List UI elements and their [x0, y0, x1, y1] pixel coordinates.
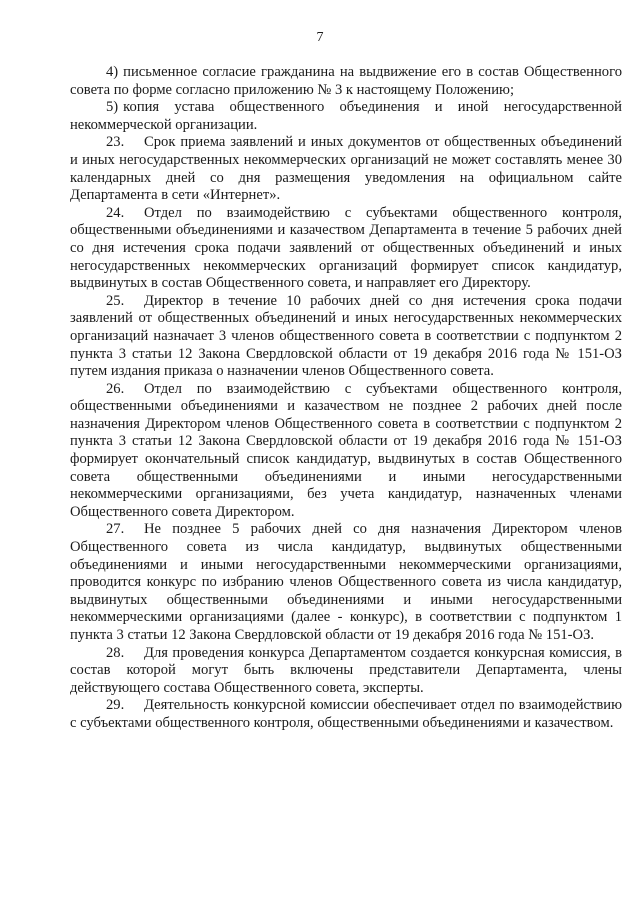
- list-item-5: [70, 99, 622, 134]
- section-number: 29.: [106, 697, 125, 714]
- section-text: Отдел по взаимодействию с субъектами общественного контроля, общественными объединениями и казачеством не позднее 2 рабочих дней после назначения Директором членов Общественного совета в соответствии с подпунктом 2 пункта 3 статьи 12 Закона Свердловской области от 19 декабря 2016 года № 151-ОЗ формирует окончательный список кандидатур, выдвинутых в состав Общественного совета общественными объединениями и иными негосударственными некоммерческими организациями, без учета кандидатур, назначенных членами Общественного совета Директором.: [70, 380, 622, 520]
- section-text: Деятельность конкурсной комиссии обеспечивает отдел по взаимодействию с субъектами общественного контроля, общественными объединениями и казачеством.: [70, 697, 622, 731]
- section-text: Для проведения конкурса Департаментом создается конкурсная комиссия, в состав которой могут быть включены представители Департамента, члены действующего состава Общественного совета, эксперты.: [70, 644, 622, 696]
- item-number: 5): [106, 99, 119, 116]
- section-27: [70, 521, 622, 644]
- section-text: Директор в течение 10 рабочих дней со дня истечения срока подачи заявлений от общественных объединений и иных негосударственных некоммерческих организаций назначает 3 членов общественного совета в соответствии с подпунктом 2 пункта 3 статьи 12 Закона Свердловской области от 19 декабря 2016 года № 151-ОЗ путем издания приказа о назначении членов Общественного совета.: [70, 292, 622, 380]
- page-number: 7: [316, 30, 324, 45]
- section-text: Не позднее 5 рабочих дней со дня назначения Директором членов Общественного совета из числа кандидатур, выдвинутых общественными объединениями и иными негосударственными некоммерческими организациями, проводится конкурс по избранию членов Общественного совета из числа кандидатур, выдвинутых общественными объединениями и иными негосударственными некоммерческими организациями (далее - конкурс), в соответствии с подпунктом 1 пункта 3 статьи 12 Закона Свердловской области от 19 декабря 2016 года № 151-ОЗ.: [70, 521, 622, 643]
- section-number: 24.: [106, 204, 125, 221]
- section-number: 28.: [106, 644, 125, 661]
- section-23: [70, 134, 622, 204]
- section-25: [70, 293, 622, 381]
- document-body: [70, 64, 622, 733]
- section-29: [70, 697, 622, 732]
- section-text: Отдел по взаимодействию с субъектами общественного контроля, общественными объединениями и казачеством Департамента в течение 5 рабочих дней со дня истечения срока подачи заявлений от общественных объединений и иных негосударственных некоммерческих организаций формирует список кандидатур, выдвинутых в состав Общественного совета, и направляет его Директору.: [70, 204, 622, 292]
- section-number: 25.: [106, 292, 125, 309]
- section-26: [70, 381, 622, 522]
- section-number: 23.: [106, 134, 125, 151]
- section-number: 27.: [106, 521, 125, 538]
- list-item-4: [70, 64, 622, 99]
- item-text: копия устава общественного объединения и иной негосударственной некоммерческой организации.: [70, 99, 622, 133]
- section-number: 26.: [106, 380, 125, 397]
- item-number: 4): [106, 64, 119, 80]
- section-24: [70, 205, 622, 293]
- item-text: письменное согласие гражданина на выдвижение его в состав Общественного совета по форме согласно приложению № 3 к настоящему Положению;: [70, 64, 622, 98]
- section-28: [70, 645, 622, 698]
- section-text: Срок приема заявлений и иных документов от общественных объединений и иных негосударственных некоммерческих организаций не может составлять менее 30 календарных дней со дня размещения уведомления на официальном сайте Департамента в сети «Интернет».: [70, 134, 622, 204]
